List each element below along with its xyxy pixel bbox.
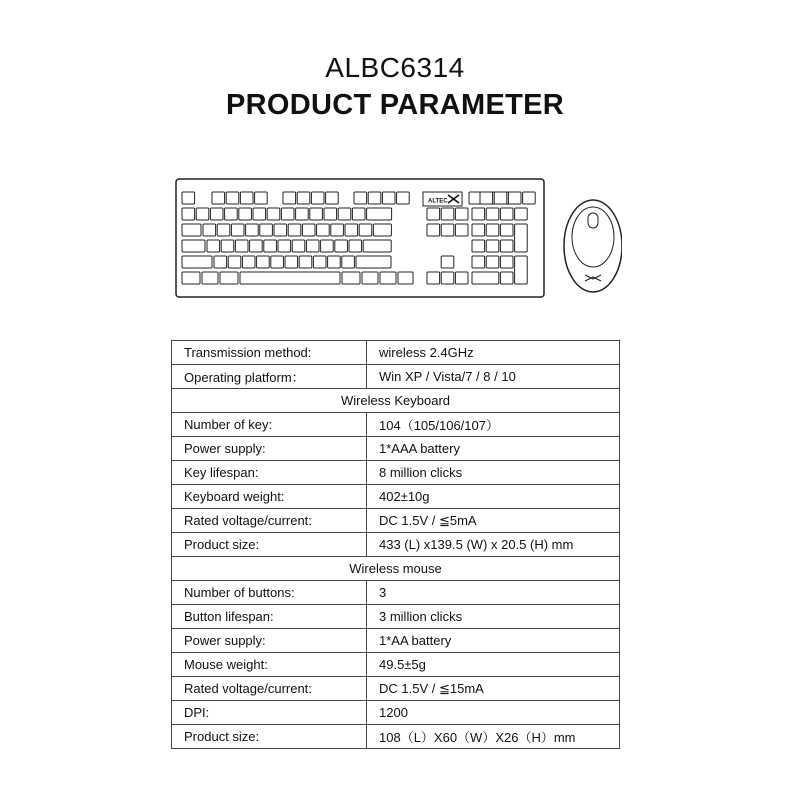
- keycap: [210, 208, 223, 220]
- keycap: [331, 224, 344, 236]
- spec-table: [171, 340, 620, 749]
- keycap: [472, 272, 499, 284]
- keycap: [500, 208, 513, 220]
- keycap: [257, 256, 270, 268]
- keycap: [480, 192, 493, 204]
- spec-row: [172, 725, 620, 749]
- keycap: [515, 208, 528, 220]
- keycap: [515, 256, 528, 284]
- keyboard-section-heading: Wireless Keyboard: [172, 389, 620, 413]
- spec-row: [172, 581, 620, 605]
- keycap: [274, 224, 287, 236]
- spec-label: Rated voltage/current:: [172, 509, 367, 533]
- keycap: [382, 192, 395, 204]
- keycap: [349, 240, 362, 252]
- keycap: [500, 272, 513, 284]
- keycap: [182, 240, 205, 252]
- keycap: [239, 208, 252, 220]
- keycap: [500, 224, 513, 236]
- keycap: [363, 240, 391, 252]
- keycap: [240, 272, 340, 284]
- keycap: [342, 272, 360, 284]
- spec-label: Mouse weight:: [172, 653, 367, 677]
- keycap: [397, 192, 410, 204]
- keycap: [271, 256, 284, 268]
- keycap: [508, 192, 521, 204]
- spec-value: 104（105/106/107）: [367, 413, 620, 437]
- keycap: [328, 256, 341, 268]
- keycap: [306, 240, 319, 252]
- spec-row: [172, 413, 620, 437]
- keycap: [285, 256, 298, 268]
- spec-value: 108（L）X60（W）X26（H）mm: [367, 725, 620, 749]
- spec-label: Button lifespan:: [172, 605, 367, 629]
- keycap: [486, 208, 499, 220]
- keycap: [221, 240, 234, 252]
- keycap: [352, 208, 365, 220]
- keycap: [342, 256, 355, 268]
- keycap: [182, 272, 200, 284]
- spec-label: Operating platform：: [172, 365, 367, 389]
- keycap: [321, 240, 334, 252]
- spec-label: Power supply:: [172, 437, 367, 461]
- spec-row: [172, 653, 620, 677]
- spec-value: 49.5±5g: [367, 653, 620, 677]
- spec-value: 3: [367, 581, 620, 605]
- keycap: [380, 272, 396, 284]
- keycap: [335, 240, 348, 252]
- keycap: [225, 208, 238, 220]
- keycap: [515, 224, 528, 252]
- mouse-icon: [564, 200, 622, 292]
- spec-value: wireless 2.4GHz: [367, 341, 620, 365]
- keycap: [427, 272, 440, 284]
- spec-value: 1*AA battery: [367, 629, 620, 653]
- spec-row: [172, 485, 620, 509]
- keycap: [283, 192, 296, 204]
- spec-row: [172, 677, 620, 701]
- keycap: [427, 208, 440, 220]
- keycap: [202, 272, 218, 284]
- spec-row: [172, 701, 620, 725]
- keycap: [345, 224, 358, 236]
- keycap: [182, 208, 195, 220]
- keycap: [281, 208, 294, 220]
- keycap: [299, 256, 312, 268]
- spec-value: 433 (L) x139.5 (W) x 20.5 (H) mm: [367, 533, 620, 557]
- keycap: [297, 192, 310, 204]
- keycap: [296, 208, 309, 220]
- keyboard-section-heading-row: [172, 389, 620, 413]
- spec-row: [172, 341, 620, 365]
- keycap: [182, 256, 212, 268]
- keycap: [203, 224, 216, 236]
- keycap: [500, 240, 513, 252]
- page-title: PRODUCT PARAMETER: [225, 89, 565, 121]
- mouse-section-heading-row: [172, 557, 620, 581]
- keycap: [373, 224, 391, 236]
- keycap: [441, 208, 454, 220]
- keycap: [278, 240, 291, 252]
- keycap: [240, 192, 253, 204]
- spec-label: Product size:: [172, 725, 367, 749]
- keycap: [367, 208, 392, 220]
- keycap: [292, 240, 305, 252]
- keycap: [455, 272, 468, 284]
- keycap: [212, 192, 225, 204]
- spec-label: DPI:: [172, 701, 367, 725]
- keycap: [311, 192, 324, 204]
- keycap: [226, 192, 239, 204]
- spec-value: 3 million clicks: [367, 605, 620, 629]
- keycap: [486, 256, 499, 268]
- spec-value: DC 1.5V / ≦5mA: [367, 509, 620, 533]
- keycap: [324, 208, 337, 220]
- keycap: [207, 240, 220, 252]
- spec-value: 402±10g: [367, 485, 620, 509]
- keycap: [231, 224, 244, 236]
- keycap: [220, 272, 238, 284]
- spec-row: [172, 461, 620, 485]
- keycap: [427, 224, 440, 236]
- keycap: [455, 208, 468, 220]
- keycap: [486, 240, 499, 252]
- keycap: [472, 208, 485, 220]
- spec-value: 1*AAA battery: [367, 437, 620, 461]
- spec-value: 8 million clicks: [367, 461, 620, 485]
- keycap: [310, 208, 323, 220]
- keycap: [359, 224, 372, 236]
- keycap: [313, 256, 326, 268]
- keycap: [326, 192, 339, 204]
- keycap: [354, 192, 367, 204]
- spec-value: Win XP / Vista/7 / 8 / 10: [367, 365, 620, 389]
- keycap: [317, 224, 330, 236]
- keycap: [302, 224, 315, 236]
- keyboard-icon: [176, 179, 544, 297]
- spec-row: [172, 365, 620, 389]
- keycap: [264, 240, 277, 252]
- keycap: [472, 224, 485, 236]
- spec-row: [172, 509, 620, 533]
- keycap: [362, 272, 378, 284]
- spec-label: Product size:: [172, 533, 367, 557]
- keycap: [182, 224, 201, 236]
- keycap: [398, 272, 413, 284]
- keycap: [260, 224, 273, 236]
- keycap: [288, 224, 301, 236]
- keycap: [235, 240, 248, 252]
- altec-logo-icon: [423, 192, 462, 206]
- keycap: [472, 256, 485, 268]
- spec-label: Transmission method:: [172, 341, 367, 365]
- keyboard-logo-text: ALTEC: [428, 198, 448, 205]
- keycap: [242, 256, 255, 268]
- keycap: [368, 192, 381, 204]
- spec-label: Number of key:: [172, 413, 367, 437]
- keycap: [182, 192, 195, 204]
- spec-row: [172, 437, 620, 461]
- keycap: [267, 208, 280, 220]
- spec-row: [172, 605, 620, 629]
- keycap: [523, 192, 536, 204]
- spec-label: Rated voltage/current:: [172, 677, 367, 701]
- spec-row: [172, 533, 620, 557]
- keycap: [217, 224, 230, 236]
- spec-value: DC 1.5V / ≦15mA: [367, 677, 620, 701]
- keycap: [228, 256, 241, 268]
- keycap: [472, 240, 485, 252]
- spec-value: 1200: [367, 701, 620, 725]
- keycap: [255, 192, 268, 204]
- keycap: [250, 240, 263, 252]
- spec-label: Power supply:: [172, 629, 367, 653]
- keycap: [214, 256, 227, 268]
- product-illustration: [172, 175, 622, 305]
- spec-row: [172, 629, 620, 653]
- keycap: [356, 256, 391, 268]
- spec-label: Number of buttons:: [172, 581, 367, 605]
- keycap: [500, 256, 513, 268]
- keycap: [455, 224, 468, 236]
- keycap: [441, 272, 454, 284]
- spec-label: Keyboard weight:: [172, 485, 367, 509]
- spec-label: Key lifespan:: [172, 461, 367, 485]
- keycap: [196, 208, 209, 220]
- keycap: [441, 224, 454, 236]
- keycap: [338, 208, 351, 220]
- keycap: [494, 192, 507, 204]
- keycap: [486, 224, 499, 236]
- mouse-section-heading: Wireless mouse: [172, 557, 620, 581]
- keycap: [253, 208, 266, 220]
- keycap: [246, 224, 259, 236]
- keycap: [441, 256, 454, 268]
- model-number: ALBC6314: [325, 52, 465, 83]
